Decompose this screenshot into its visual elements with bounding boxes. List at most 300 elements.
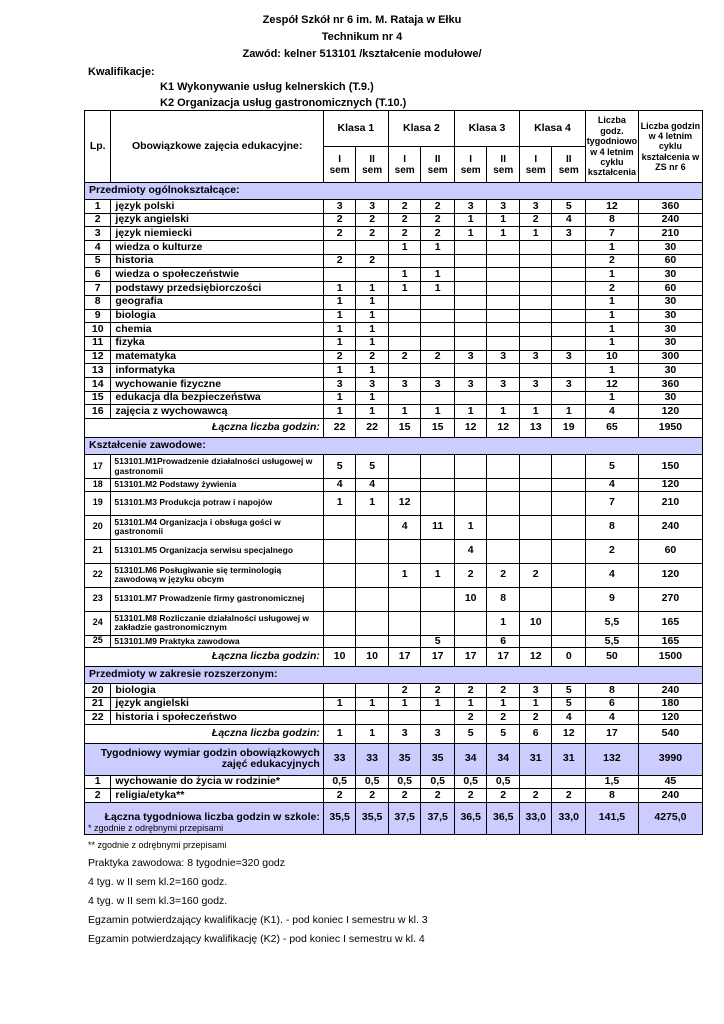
cell-lp: 6 [85, 268, 111, 282]
cell-value [552, 309, 586, 323]
cell-subject: biologia [111, 309, 323, 323]
cell-value: 240 [638, 515, 702, 539]
cell-value: 7 [586, 227, 639, 241]
cell-value: 1 [323, 309, 356, 323]
cell-value [323, 611, 356, 635]
total-value: 17 [586, 724, 639, 743]
cell-value: 4 [356, 479, 389, 492]
cell-value [519, 254, 552, 268]
cell-value: 3 [323, 200, 356, 214]
cell-value [356, 563, 389, 587]
table-row [85, 295, 703, 309]
cell-value: 2 [388, 350, 421, 364]
cell-value [519, 336, 552, 350]
cell-value: 0,5 [323, 775, 356, 789]
cell-value: 3 [454, 350, 487, 364]
cell-value [552, 254, 586, 268]
cell-value: 5 [323, 455, 356, 479]
cell-subject: zajęcia z wychowawcą [111, 405, 323, 419]
cell-value [356, 611, 389, 635]
cell-value [454, 479, 487, 492]
table-row [85, 711, 703, 725]
cell-value [323, 268, 356, 282]
col-class-1: Klasa 1 [323, 111, 388, 147]
cell-value [454, 295, 487, 309]
total-label: Łączna liczba godzin: [85, 648, 324, 667]
cell-value: 1 [586, 336, 639, 350]
cell-value: 30 [638, 295, 702, 309]
cell-value [454, 309, 487, 323]
cell-subject: 513101.M7 Prowadzenie firmy gastronomicznej [111, 587, 323, 611]
cell-lp: 8 [85, 295, 111, 309]
cell-value [356, 268, 389, 282]
total-value: 1950 [638, 419, 702, 438]
cell-value [356, 635, 389, 648]
qualification-k2: K2 Organizacja usług gastronomicznych (T.10.) [160, 97, 407, 109]
cell-value: 2 [519, 213, 552, 227]
cell-value [519, 309, 552, 323]
cell-value: 2 [356, 789, 389, 803]
total-row [85, 724, 703, 743]
cell-value: 1 [586, 364, 639, 378]
cell-value: 60 [638, 254, 702, 268]
cell-value: 3 [487, 350, 520, 364]
cell-value: 1 [552, 405, 586, 419]
table-row [85, 254, 703, 268]
total-value: 36,5 [487, 802, 520, 834]
cell-value: 1 [388, 405, 421, 419]
cell-value: 2 [421, 200, 455, 214]
cell-value: 2 [421, 213, 455, 227]
cell-value: 1 [586, 268, 639, 282]
cell-value: 3 [519, 684, 552, 698]
cell-value [388, 611, 421, 635]
cell-value [519, 491, 552, 515]
total-value: 3990 [638, 743, 702, 775]
total-value: 15 [421, 419, 455, 438]
total-value: 35,5 [356, 802, 389, 834]
cell-value: 2 [356, 254, 389, 268]
cell-value [388, 295, 421, 309]
cell-value [421, 611, 455, 635]
cell-value: 1 [323, 491, 356, 515]
cell-value: 0,5 [356, 775, 389, 789]
cell-value: 5 [552, 200, 586, 214]
cell-value: 0,5 [421, 775, 455, 789]
cell-value: 30 [638, 391, 702, 405]
cell-value [487, 364, 520, 378]
cell-value [388, 309, 421, 323]
table-row [85, 227, 703, 241]
cell-value: 30 [638, 336, 702, 350]
cell-subject: 513101.M8 Rozliczanie działalności usługowej w zakładzie gastronomicznym [111, 611, 323, 635]
table-row [85, 697, 703, 711]
cell-value [519, 775, 552, 789]
cell-value [454, 268, 487, 282]
sem-header: I sem [323, 147, 356, 183]
cell-value [323, 711, 356, 725]
cell-value: 2 [519, 789, 552, 803]
cell-value: 120 [638, 405, 702, 419]
cell-value [454, 364, 487, 378]
total-value: 6 [519, 724, 552, 743]
cell-value: 3 [519, 377, 552, 391]
cell-value: 6 [586, 697, 639, 711]
cell-value: 10 [454, 587, 487, 611]
total-value: 33 [356, 743, 389, 775]
total-value: 31 [519, 743, 552, 775]
cell-value: 3 [552, 377, 586, 391]
cell-subject: informatyka [111, 364, 323, 378]
cell-value: 12 [586, 200, 639, 214]
cell-value: 10 [586, 350, 639, 364]
table-row [85, 587, 703, 611]
cell-value: 150 [638, 455, 702, 479]
cell-value: 3 [487, 377, 520, 391]
cell-value: 120 [638, 479, 702, 492]
cell-value: 1 [586, 323, 639, 337]
cell-lp: 12 [85, 350, 111, 364]
cell-value: 30 [638, 241, 702, 255]
cell-value: 12 [388, 491, 421, 515]
cell-value: 1,5 [586, 775, 639, 789]
cell-value: 8 [487, 587, 520, 611]
cell-value: 1 [356, 309, 389, 323]
cell-subject: 513101.M5 Organizacja serwisu specjalnego [111, 539, 323, 563]
cell-value [388, 711, 421, 725]
cell-value: 2 [323, 789, 356, 803]
cell-value: 1 [323, 282, 356, 296]
cell-value: 4 [388, 515, 421, 539]
cell-value: 1 [323, 391, 356, 405]
total-value: 35,5 [323, 802, 356, 834]
cell-value [519, 364, 552, 378]
total-value: 31 [552, 743, 586, 775]
cell-value: 2 [323, 254, 356, 268]
cell-value: 1 [421, 563, 455, 587]
cell-value: 5 [356, 455, 389, 479]
cell-value [388, 587, 421, 611]
cell-value: 1 [356, 364, 389, 378]
cell-lp: 4 [85, 241, 111, 255]
cell-value [421, 254, 455, 268]
cell-value: 4 [586, 479, 639, 492]
cell-value [487, 282, 520, 296]
cell-value: 2 [552, 789, 586, 803]
total-value: 141,5 [586, 802, 639, 834]
cell-value: 5,5 [586, 635, 639, 648]
cell-value [388, 364, 421, 378]
cell-value [519, 268, 552, 282]
total-value: 22 [323, 419, 356, 438]
cell-value: 4 [586, 563, 639, 587]
cell-value [454, 241, 487, 255]
cell-subject: język angielski [111, 213, 323, 227]
cell-value [356, 539, 389, 563]
cell-subject: 513101.M1Prowadzenie działalności usługowej w gastronomii [111, 455, 323, 479]
cell-value [454, 282, 487, 296]
table-row [85, 491, 703, 515]
col-weekly-hours: Liczba godz. tygodniowo w 4 letnim cyklu kształcenia [586, 111, 639, 183]
cell-value [487, 336, 520, 350]
cell-value: 1 [454, 227, 487, 241]
cell-lp: 16 [85, 405, 111, 419]
cell-value [487, 491, 520, 515]
table-row [85, 455, 703, 479]
cell-value: 2 [388, 684, 421, 698]
cell-value: 5 [552, 684, 586, 698]
total-value: 12 [487, 419, 520, 438]
cell-value: 1 [388, 241, 421, 255]
total-value: 17 [388, 648, 421, 667]
cell-value [323, 563, 356, 587]
sem-header: II sem [356, 147, 389, 183]
total-value: 540 [638, 724, 702, 743]
cell-subject: podstawy przedsiębiorczości [111, 282, 323, 296]
cell-value: 3 [454, 200, 487, 214]
cell-value [388, 539, 421, 563]
cell-value [421, 711, 455, 725]
sem-header: II sem [421, 147, 455, 183]
total-value: 15 [388, 419, 421, 438]
cell-value [356, 711, 389, 725]
cell-subject: wychowanie do życia w rodzinie* [111, 775, 323, 789]
cell-value [388, 455, 421, 479]
cell-value: 6 [487, 635, 520, 648]
cell-value: 2 [356, 350, 389, 364]
cell-lp: 19 [85, 491, 111, 515]
total-value: 35 [388, 743, 421, 775]
cell-value: 1 [487, 405, 520, 419]
cell-value: 60 [638, 539, 702, 563]
sem-header: II sem [552, 147, 586, 183]
cell-value: 1 [356, 295, 389, 309]
cell-value [552, 268, 586, 282]
cell-value [519, 391, 552, 405]
cell-value: 1 [356, 391, 389, 405]
profession-title: Zawód: kelner 513101 /kształcenie modułowe/ [242, 48, 482, 60]
cell-value: 1 [388, 563, 421, 587]
table-row [85, 479, 703, 492]
cell-value: 1 [356, 697, 389, 711]
cell-value [323, 684, 356, 698]
cell-value: 1 [388, 282, 421, 296]
cell-value [487, 323, 520, 337]
cell-value [388, 336, 421, 350]
total-value: 132 [586, 743, 639, 775]
cell-value [421, 455, 455, 479]
total-value: 33 [323, 743, 356, 775]
cell-value: 7 [586, 491, 639, 515]
cell-lp: 2 [85, 213, 111, 227]
cell-subject: geografia [111, 295, 323, 309]
total-value: 33,0 [519, 802, 552, 834]
total-value: 35 [421, 743, 455, 775]
cell-value: 1 [454, 405, 487, 419]
total-value: 34 [487, 743, 520, 775]
cell-subject: wychowanie fizyczne [111, 377, 323, 391]
cell-value: 8 [586, 684, 639, 698]
cell-lp: 24 [85, 611, 111, 635]
curriculum-table [84, 110, 703, 835]
cell-value [487, 295, 520, 309]
cell-lp: 23 [85, 587, 111, 611]
table-row [85, 241, 703, 255]
cell-value [487, 391, 520, 405]
cell-value [487, 254, 520, 268]
cell-subject: fizyka [111, 336, 323, 350]
table-row [85, 364, 703, 378]
qualifications-label: Kwalifikacje: [88, 66, 155, 78]
cell-value: 30 [638, 323, 702, 337]
cell-value [552, 539, 586, 563]
school-name: Zespół Szkół nr 6 im. M. Rataja w Ełku [262, 14, 462, 26]
table-row [85, 789, 703, 803]
cell-value: 11 [421, 515, 455, 539]
cell-value: 2 [388, 213, 421, 227]
cell-value: 1 [421, 697, 455, 711]
cell-lp: 17 [85, 455, 111, 479]
cell-value: 45 [638, 775, 702, 789]
cell-value [552, 364, 586, 378]
cell-lp: 13 [85, 364, 111, 378]
cell-subject: wiedza o społeczeństwie [111, 268, 323, 282]
cell-lp: 14 [85, 377, 111, 391]
cell-value [552, 455, 586, 479]
cell-value [388, 479, 421, 492]
cell-value: 0,5 [388, 775, 421, 789]
cell-lp: 21 [85, 697, 111, 711]
total-label: Łączna liczba godzin: [85, 419, 324, 438]
cell-subject: historia i społeczeństwo [111, 711, 323, 725]
cell-value: 1 [421, 405, 455, 419]
cell-value [454, 336, 487, 350]
cell-value [454, 491, 487, 515]
cell-value: 1 [487, 611, 520, 635]
table-row [85, 405, 703, 419]
cell-value: 0,5 [454, 775, 487, 789]
cell-value [487, 455, 520, 479]
cell-value: 1 [323, 323, 356, 337]
cell-value [421, 391, 455, 405]
cell-value: 2 [586, 282, 639, 296]
cell-value: 2 [519, 711, 552, 725]
cell-value [552, 282, 586, 296]
cell-value [519, 587, 552, 611]
weekly-total-row [85, 743, 703, 775]
cell-lp: 20 [85, 515, 111, 539]
cell-value: 2 [454, 789, 487, 803]
cell-lp: 1 [85, 200, 111, 214]
cell-value: 1 [586, 309, 639, 323]
cell-lp: 2 [85, 789, 111, 803]
cell-value: 2 [421, 684, 455, 698]
cell-value [552, 491, 586, 515]
table-row [85, 377, 703, 391]
cell-subject: edukacja dla bezpieczeństwa [111, 391, 323, 405]
cell-value: 270 [638, 587, 702, 611]
cell-subject: język polski [111, 200, 323, 214]
cell-value [388, 254, 421, 268]
cell-value [388, 635, 421, 648]
cell-value: 2 [487, 789, 520, 803]
cell-value [487, 268, 520, 282]
total-value: 65 [586, 419, 639, 438]
sem-header: I sem [454, 147, 487, 183]
cell-lp: 11 [85, 336, 111, 350]
cell-value: 2 [487, 684, 520, 698]
cell-value: 2 [388, 227, 421, 241]
total-value: 33,0 [552, 802, 586, 834]
footnote: ** zgodnie z odrębnymi przepisami [88, 840, 227, 850]
cell-value: 2 [421, 350, 455, 364]
total-value: 3 [388, 724, 421, 743]
cell-value [519, 635, 552, 648]
cell-value: 210 [638, 227, 702, 241]
cell-subject: chemia [111, 323, 323, 337]
cell-value: 120 [638, 563, 702, 587]
total-value: 5 [454, 724, 487, 743]
cell-value: 2 [487, 563, 520, 587]
total-value: 3 [421, 724, 455, 743]
cell-value: 3 [552, 227, 586, 241]
cell-value: 3 [487, 200, 520, 214]
cell-value: 4 [552, 711, 586, 725]
cell-value: 8 [586, 515, 639, 539]
total-value: 12 [519, 648, 552, 667]
cell-value: 1 [356, 405, 389, 419]
cell-value: 5 [552, 697, 586, 711]
cell-value [356, 515, 389, 539]
cell-value: 1 [454, 697, 487, 711]
sem-header: I sem [519, 147, 552, 183]
cell-value: 1 [323, 336, 356, 350]
total-value: 37,5 [388, 802, 421, 834]
cell-value: 1 [586, 391, 639, 405]
cell-lp: 15 [85, 391, 111, 405]
cell-lp: 1 [85, 775, 111, 789]
cell-value: 2 [421, 789, 455, 803]
total-value: 0 [552, 648, 586, 667]
cell-value: 1 [323, 405, 356, 419]
cell-value: 210 [638, 491, 702, 515]
cell-value: 1 [519, 227, 552, 241]
cell-value: 2 [454, 563, 487, 587]
cell-value: 360 [638, 377, 702, 391]
footnotes [88, 823, 428, 952]
cell-lp: 7 [85, 282, 111, 296]
table-row [85, 684, 703, 698]
cell-lp: 10 [85, 323, 111, 337]
cell-value [454, 635, 487, 648]
total-value: 19 [552, 419, 586, 438]
cell-value: 2 [454, 711, 487, 725]
total-value: 17 [454, 648, 487, 667]
cell-value [323, 515, 356, 539]
cell-value: 1 [487, 697, 520, 711]
cell-value: 4 [586, 405, 639, 419]
total-value: 50 [586, 648, 639, 667]
cell-value [519, 539, 552, 563]
cell-value [421, 309, 455, 323]
footnote: Praktyka zawodowa: 8 tygodnie=320 godz [88, 857, 286, 869]
table-row [85, 213, 703, 227]
cell-value: 0,5 [487, 775, 520, 789]
col-total-hours: Liczba godzin w 4 letnim cyklu kształcenia w ZS nr 6 [638, 111, 702, 183]
cell-value: 4 [552, 213, 586, 227]
footnote: 4 tyg. w II sem kl.3=160 godz. [88, 895, 228, 907]
cell-value: 3 [356, 377, 389, 391]
